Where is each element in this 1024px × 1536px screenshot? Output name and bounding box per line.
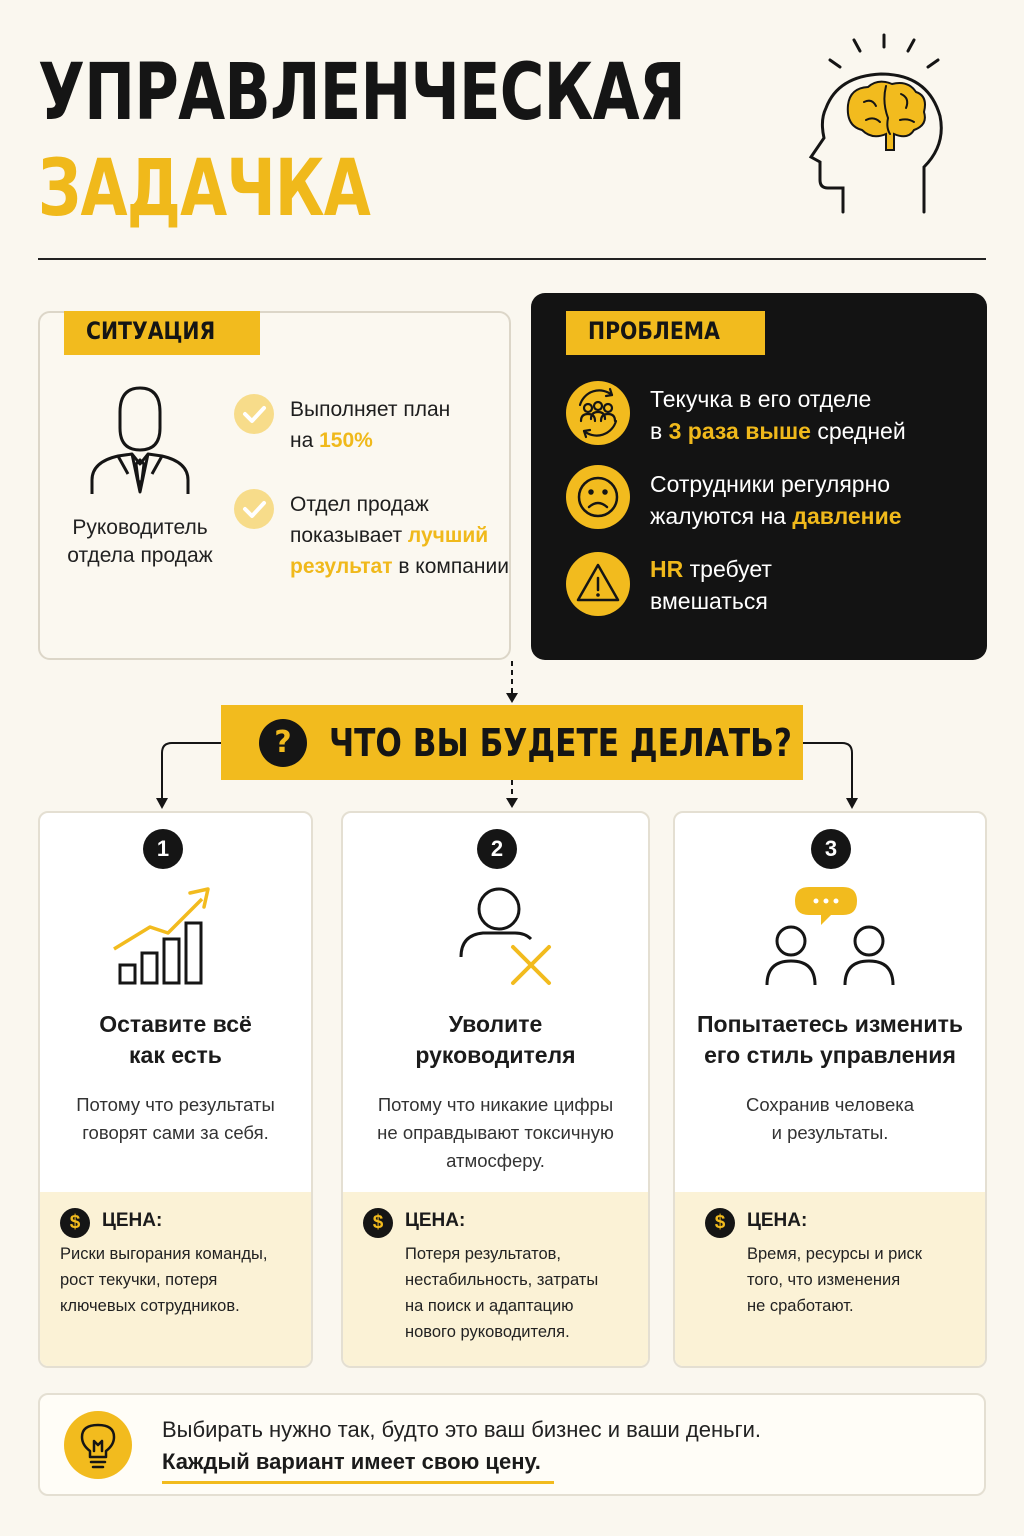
price-line: нестабильность, затраты bbox=[405, 1271, 599, 1289]
check-icon bbox=[234, 394, 274, 434]
price-line: того, что изменения bbox=[747, 1271, 901, 1289]
option-title bbox=[353, 1009, 638, 1071]
problem-highlight: HR bbox=[650, 556, 684, 582]
price-text bbox=[405, 1241, 598, 1345]
option-desc-line: и результаты. bbox=[771, 1122, 889, 1143]
price-line: рост текучки, потеря bbox=[60, 1271, 218, 1289]
dollar-icon: $ bbox=[60, 1208, 90, 1238]
option-card-1[interactable] bbox=[38, 811, 313, 1368]
turnover-people-icon bbox=[566, 381, 630, 445]
price-line: Потеря результатов, bbox=[405, 1245, 562, 1263]
option-title bbox=[50, 1009, 301, 1071]
problem-highlight: 3 раза выше bbox=[668, 418, 811, 444]
option-description bbox=[691, 1091, 969, 1147]
option-description bbox=[359, 1091, 632, 1175]
option-desc-line: не оправдывают токсичную bbox=[377, 1122, 614, 1143]
option-title bbox=[685, 1009, 975, 1071]
option-card-3[interactable] bbox=[673, 811, 987, 1368]
option-title-line: руководителя bbox=[415, 1042, 576, 1068]
price-line: нового руководителя. bbox=[405, 1323, 570, 1341]
price-label: ЦЕНА: bbox=[747, 1210, 808, 1231]
price-line: на поиск и адаптацию bbox=[405, 1297, 574, 1315]
price-label: ЦЕНА: bbox=[405, 1210, 466, 1231]
footer-note bbox=[38, 1393, 986, 1496]
price-line: ключевых сотрудников. bbox=[60, 1297, 240, 1315]
option-desc-line: Потому что никакие цифры bbox=[377, 1094, 614, 1115]
point-highlight: лучший bbox=[407, 524, 489, 547]
option-price bbox=[343, 1192, 648, 1366]
option-price bbox=[675, 1192, 985, 1366]
price-line: Риски выгорания команды, bbox=[60, 1245, 268, 1263]
problem-text-line: требует bbox=[683, 556, 772, 582]
point-text-line: Выполняет план bbox=[290, 398, 451, 421]
footer-underline bbox=[162, 1481, 554, 1484]
lightbulb-icon bbox=[64, 1411, 132, 1479]
option-title-line: как есть bbox=[129, 1042, 222, 1068]
price-line: не сработают. bbox=[747, 1297, 854, 1315]
problem-label: ПРОБЛЕМА bbox=[566, 311, 765, 355]
question-text: ЧТО ВЫ БУДЕТЕ ДЕЛАТЬ? bbox=[329, 721, 792, 765]
option-description bbox=[56, 1091, 295, 1147]
head-brain-icon bbox=[806, 30, 956, 220]
role-line-1: Руководитель bbox=[72, 516, 208, 539]
option-desc-line: говорят сами за себя. bbox=[82, 1122, 269, 1143]
problem-card bbox=[531, 293, 987, 660]
option-desc-line: атмосферу. bbox=[446, 1150, 545, 1171]
header-divider bbox=[38, 258, 986, 260]
option-desc-line: Потому что результаты bbox=[76, 1094, 275, 1115]
point-text-line: на bbox=[290, 429, 320, 452]
problem-text-line: в bbox=[650, 418, 669, 444]
price-label: ЦЕНА: bbox=[102, 1210, 163, 1231]
option-number: 2 bbox=[477, 829, 517, 869]
manager-icon bbox=[88, 384, 192, 496]
problem-text-line: средней bbox=[810, 418, 906, 444]
sad-face-icon bbox=[566, 465, 630, 529]
role-label bbox=[50, 514, 230, 570]
option-title-line: Оставите всё bbox=[99, 1011, 252, 1037]
option-title-line: Попытаетесь изменить bbox=[697, 1011, 963, 1037]
point-highlight: 150% bbox=[319, 429, 373, 452]
option-desc-line: Сохранив человека bbox=[745, 1094, 915, 1115]
price-text bbox=[747, 1241, 922, 1319]
problem-highlight: давление bbox=[792, 503, 902, 529]
situation-label: СИТУАЦИЯ bbox=[64, 311, 260, 355]
price-line: Время, ресурсы и риск bbox=[747, 1245, 923, 1263]
warning-icon bbox=[566, 552, 630, 616]
point-text-line: Отдел продаж bbox=[290, 493, 429, 516]
point-highlight: результат bbox=[290, 555, 393, 578]
question-mark-icon: ? bbox=[259, 719, 307, 767]
option-card-2[interactable] bbox=[341, 811, 650, 1368]
person-remove-icon bbox=[455, 883, 555, 987]
option-price bbox=[40, 1192, 311, 1366]
option-title-line: Уволите bbox=[448, 1011, 543, 1037]
point-text-line: показывает bbox=[290, 524, 408, 547]
role-line-2: отдела продаж bbox=[67, 544, 213, 567]
footer-line-1: Выбирать нужно так, будто это ваш бизнес и ваши деньги. bbox=[162, 1417, 762, 1442]
check-icon bbox=[234, 489, 274, 529]
problem-text-line: вмешаться bbox=[650, 588, 768, 614]
option-number: 3 bbox=[811, 829, 851, 869]
point-text-line: в компании bbox=[392, 555, 509, 578]
price-text bbox=[60, 1241, 267, 1319]
problem-text-line: жалуются на bbox=[650, 503, 793, 529]
question-banner bbox=[221, 705, 803, 780]
problem-text-line: Сотрудники регулярно bbox=[650, 471, 891, 497]
option-number: 1 bbox=[143, 829, 183, 869]
page-title-line2: ЗАДАЧКА bbox=[38, 144, 371, 234]
dollar-icon: $ bbox=[705, 1208, 735, 1238]
option-title-line: его стиль управления bbox=[704, 1042, 956, 1068]
conversation-icon bbox=[761, 883, 901, 987]
page-title-line1: УПРАВЛЕНЧЕСКАЯ bbox=[38, 48, 686, 138]
dollar-icon: $ bbox=[363, 1208, 393, 1238]
problem-text-line: Текучка в его отделе bbox=[650, 386, 872, 412]
growth-chart-icon bbox=[110, 885, 230, 987]
footer-line-2: Каждый вариант имеет свою цену. bbox=[162, 1449, 541, 1474]
